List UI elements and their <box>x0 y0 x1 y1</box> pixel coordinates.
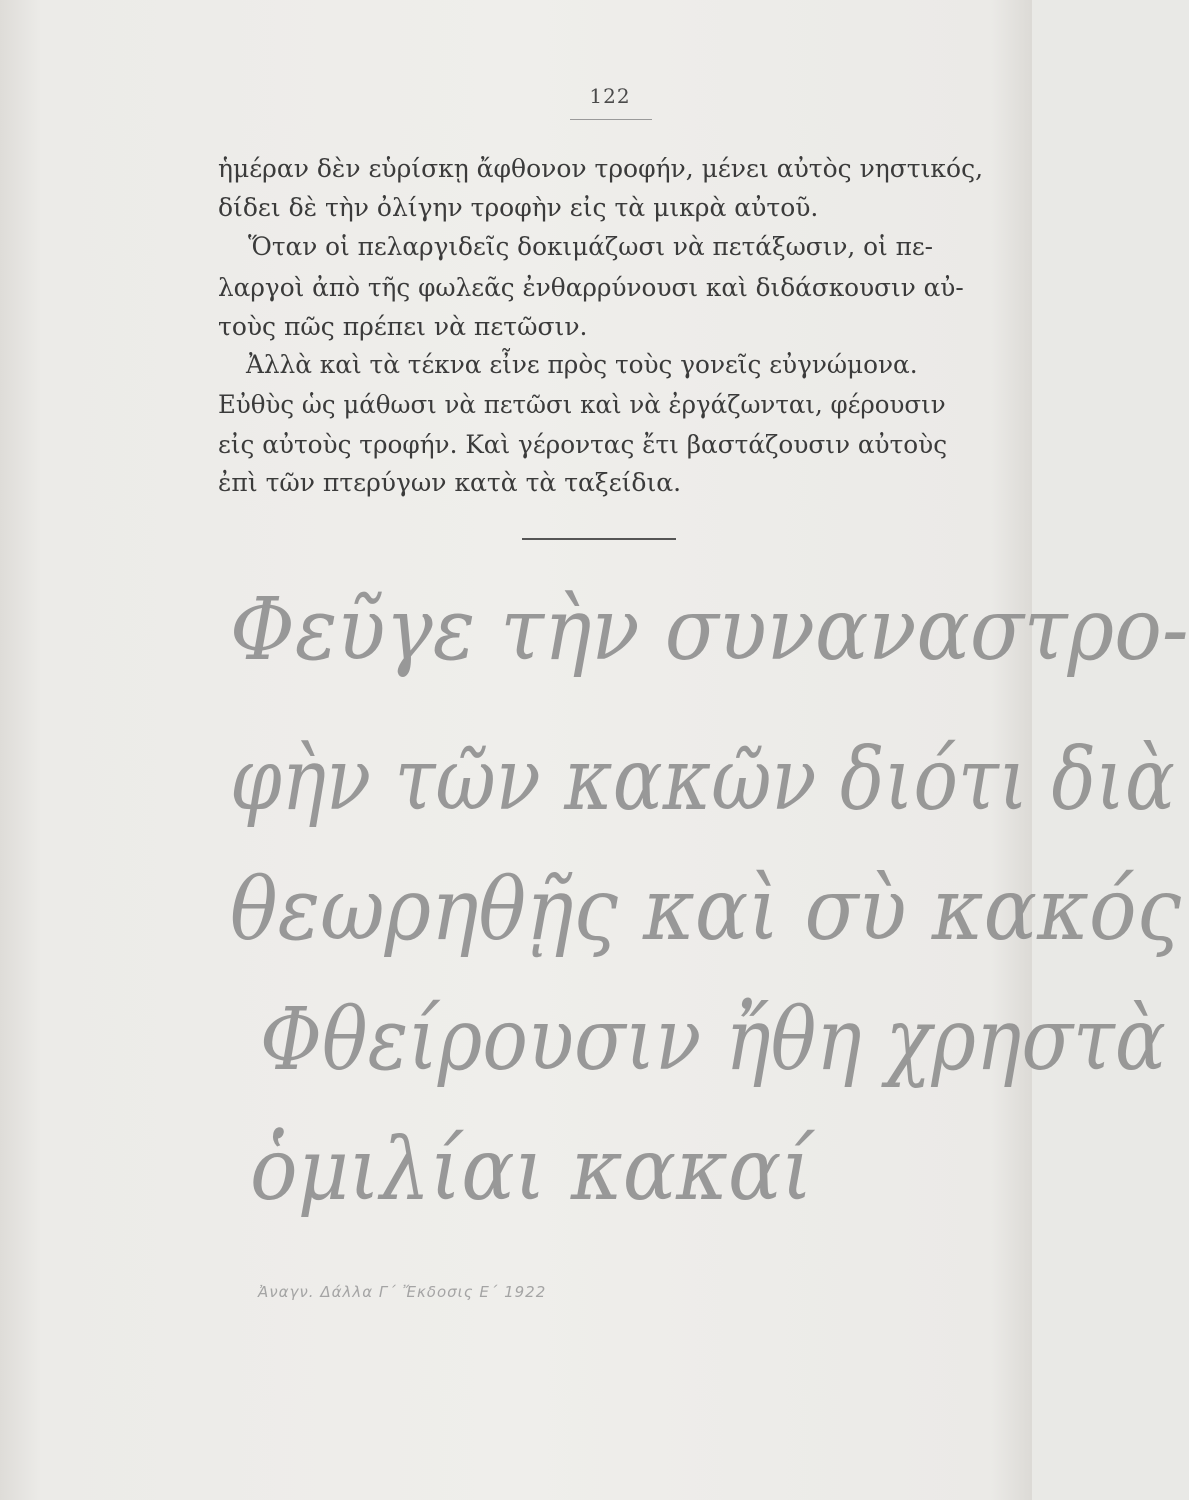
text-line: ἐπὶ τῶν πτερύγων κατὰ τὰ ταξείδια. <box>218 468 682 498</box>
handwritten-line: φὴν τῶν κακῶν διότι διὰ <box>230 730 1175 830</box>
handwritten-line: Φθείρουσιν ἤθη χρηστὰ <box>260 990 1166 1090</box>
text-line: εἰς αὐτοὺς τροφήν. Καὶ γέροντας ἔτι βαστάζουσιν αὐτοὺς <box>218 430 948 460</box>
handwritten-line: ὁμιλίαι κακαί <box>250 1120 813 1220</box>
text-line: Ἀλλὰ καὶ τὰ τέκνα εἶνε πρὸς τοὺς γονεῖς εὐγνώμονα. <box>246 350 918 380</box>
handwritten-exercise <box>200 560 1189 1260</box>
handwritten-line: Φεῦγε τὴν συναναστρο- <box>230 580 1189 680</box>
text-line: λαργοὶ ἀπὸ τῆς φωλεᾶς ἐνθαρρύνουσι καὶ διδάσκουσιν αὐ- <box>218 273 964 303</box>
text-line: ἡμέραν δὲν εὑρίσκῃ ἄφθονον τροφήν, μένει αὐτὸς νηστικός, <box>218 154 984 184</box>
page-number: 122 <box>589 84 631 108</box>
text-line: Εὐθὺς ὡς μάθωσι νὰ πετῶσι καὶ νὰ ἐργάζωνται, φέρουσιν <box>218 390 946 420</box>
section-separator <box>522 538 676 540</box>
text-line: δίδει δὲ τὴν ὀλίγην τροφὴν εἰς τὰ μικρὰ αὐτοῦ. <box>218 193 819 223</box>
text-line: Ὅταν οἱ πελαργιδεῖς δοκιμάζωσι νὰ πετάξωσιν, οἱ πε- <box>248 232 934 262</box>
imprint-line: Ἀναγν. Δάλλα Γ΄ Ἔκδοσις Ε΄ 1922 <box>258 1283 547 1301</box>
text-line: τοὺς πῶς πρέπει νὰ πετῶσιν. <box>218 312 588 342</box>
handwritten-line: θεωρηθῇς καὶ σὺ κακός <box>230 860 1181 960</box>
page-number-rule <box>570 119 652 120</box>
